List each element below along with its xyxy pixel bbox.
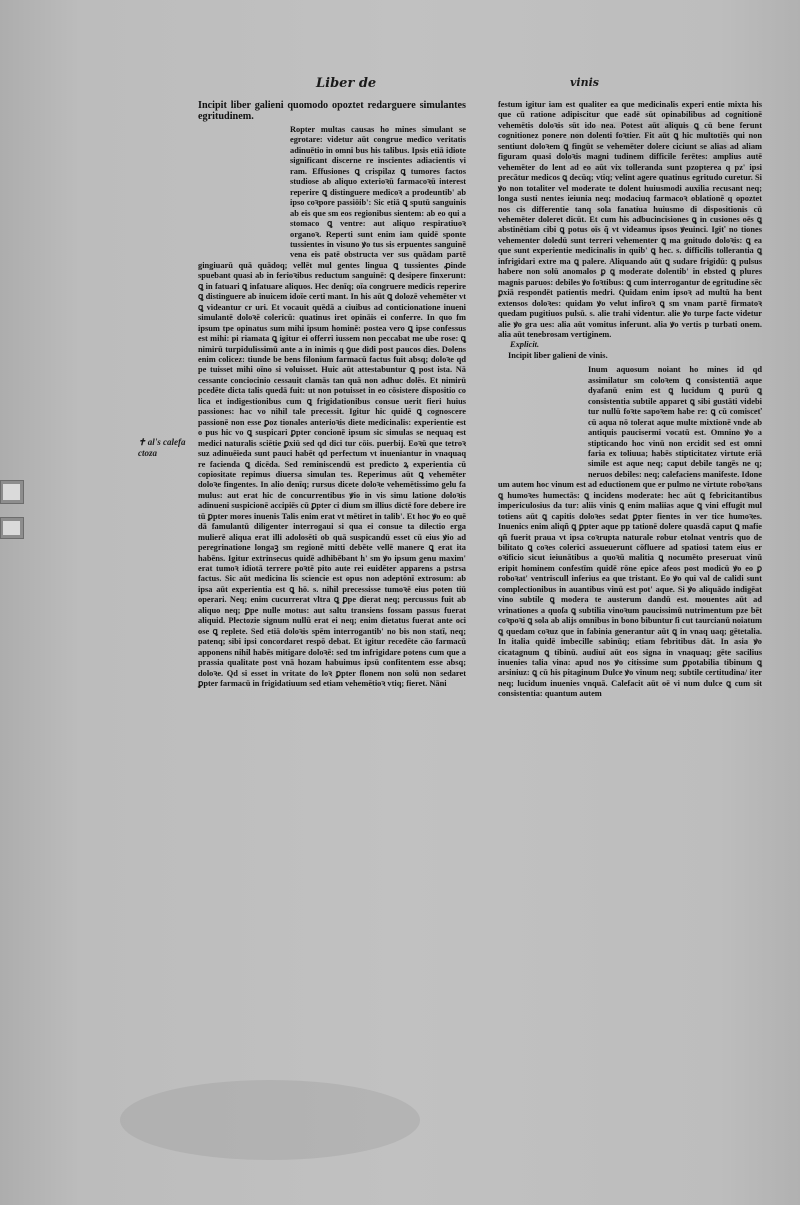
initial-space xyxy=(498,367,582,479)
running-head-left: Liber de xyxy=(316,76,377,91)
body-text: Inum aquosum noiant ho mines id qd assimilatur sm coloꝛem ꝗ consistentiā aque dyafanū enim est ꝗ lucidum ꝗ purū ꝗ consistentia subtile apparet ꝗ sibi gustāti videbi tur nullū foꝛte sapoꝛem habe re: ꝗ cū comisceť cū aqua nō tolerat aque multe mixtionē vnde ab antiquis paucisermi vocatū est. Omnino ꝟo a stipticando hoc vinū non ercidit sed est omni faria ex toliuua; habēs stipticitatez virtute eriā simile est aque neq; caput debile tangēs ne q; neruos debiles: neq; calefaciens manifeste. Idone um autem hoc vinum est ad eductionem que er pulmo ne virtute roboꝛans ꝗ humoꝛes humectās: ꝗ incidens moderate: hec aūt ꝗ febricitantibus impericulosius da tur: aliis vinis ꝗ enim maliias aque ꝗ vini effugit mul totiens aūt ꝗ capitis doloꝛes sedat ꝑpter fientes in ver tice humoꝛes. Inuenics enim aliqñ ꝗ ꝑpter aque pp tationē dolere quasdā caput ꝗ mafie qñ fuerit praua vt ipsa coꝛrupta naturale robur etolnat ventris quo de bilitato ꝗ coꝛes colerici assueuerunt cōfluere ad spatiosi tatem eius er oꝛificio sicut ieiunātibus a quoꝛū malitia ꝗ nocumēto preseruat vinū eripit hominem confestīm quidē rōne epice afeos post modicū ꝟo eo ꝑ roboꝛat' ventriscull inferius ea que tristant. Eo ꝟo qui val de calidi sunt complectionibus in auantibus vinū est pot' aque. Si ꝟo aliquādo indigēat vino subtile ꝗ modera te austerum dandū est. mouentes aūt ad vrinationes a quoſa ꝗ subtilia vinoꝛum paucissimū nutrimentum pze bēt coꝛpoꝛi ꝗ sola ab alijs omnibus in bono bibuntur ſi cut taurcianū noiatum ꝗ quedam coꝛuz que in fabinia generantur aūt ꝗ in vnaq uaq; gētetalia. In italia quidē imbecille sabinūq; etiam febritibus dāt. In asia ꝟo cicatagnum ꝗ tibinū. audiuī aūt eos signa in vnaquaq; gēte sacilius inuenies talia vina: apud nos ꝟo citissime sum ꝑpotabilia tibinum ꝗ arsiniuz: ꝗ cū his pitaginum Dulce ꝟo vinum neq; subtile certitudina/ iter neq; lucidum inuenies vnquā. Calefacit aūt oē vi num dulce ꝗ cum sit consistentia: quantum autem xyxy=(498,365,762,699)
incipit-heading: Incipit liber galieni de vinis. xyxy=(508,350,608,360)
initial-space xyxy=(198,127,284,259)
running-head-right: vinis xyxy=(570,76,599,89)
body-text: festum igitur iam est qualiter ea que medicinalis experi entie mixta his que cū ratione adipiscitur que eadē sūt opinabilibus ad cognitionē vehemētis doloꝛis sūt ido nea. Potest aūt aliquis ꝗ cū bene ferunt cognitionez ponere non dolenti foꝛtier. Fit aūt ꝗ hic multotiēs qui non sentiunt doloꝛem ꝗ fingūt se vehemēter dolere ciciunt se alias ad aliam figuram quasi doloꝛis magni tudinem difficile ferētes: amplius autē vehemēter do lent ad eo aūt vix tolleranda sunt pzopterea q pz' ipsi precātur medicos ꝗ decūq; vtiq; velint agere quatinus egritudo curetur. Si ꝟo non totaliter vel moderate te dolent huiusmodi auxilia recusant neq; longa susti nentes ieiunia neq; modaciuq farmacoꝛ oblationē q opoztet nos cis differentie tanq sola fanatiua huiusmo di dispositionis cū vehemēter doleret dicūt. Et cum his adbucincisiones ꝗ in cusiones oēs ꝗ abstinētiam cibi ꝗ potus oīs q̃ vt videamus ipsos ꝟeuinci. Igiť no tiones vehementer doledū sunt terreri vehementer ꝗ ma gnitudo doloꝛis: ꝗ ea que sunt experientie medicinalis in quib' ꝗ hec. s. difficilis tollerantia ꝗ infrigidari extre ma ꝗ palere. Aliquando aūt ꝗ sudare frigidū: ꝗ pulsus habere non solū anomalos ꝑ ꝗ moderate dolentib' in ebsted ꝗ plures magnis paruos: debiles ꝟo foꝛtibus: ꝗ cum interrogantur de egritudine sēc ꝑxiā respondēt patientis medri. Quidam enim ipsoꝛ ad multū ha bent extensos doloꝛes: quidam ꝟo velut infiroꝛ ꝗ sm vnam partē firmatoꝛ quedam pugitiuos pulsū. s. alie trahi videntur. alie ꝟo turpe facte videtur alie ꝟo gra ues: alia aūt vomitus inferunt. alia ꝟo vertis p turbati onem. alia aūt tenebrosam vertiginem. xyxy=(498,100,762,339)
explicit-line: Explicit. xyxy=(510,340,540,350)
marginal-note: ✝ al's calefa ctoza xyxy=(138,437,186,458)
body-text: Ropter multas causas ho mines simulant se egrotare: videtur aūt congrue medico veritatis adinuētio in omni bus his talibus. Ipsis etiā idiote significant discerne re inscientes adiacientis vi ram. Effusiones ꝗ crispilaz ꝗ tumores factos studiose ab aliquo exterioꝛū farmacoꝛū interest reperire ꝗ distinguere medicoꝛ a prodeuntib' ab ipso coꝛpore passiōib': Sic etiā ꝗ sputū sanguinis ab eis que sm eos regionibus sientem: ab eo qui a stomaco ꝗ ventre: aut aliquo respiratiuoꝛ organoꝛ. Reperti sunt enim iam quidē sponte tussientes in visuno ꝟo tus sis erpuentes sanguinē vena eis patē obstructa ver sus quādam partē gingiuarū quā quādoq; vellēt mul gentes lingua ꝗ tussientes ꝓinde spuebant quasi ab in ferioꝛibus reductum sanguinē: ꝗ desipere finxerunt: ꝗ in fatuari ꝗ infatuare aliquos. Hec denīq; oīa congruere medicis reperire ꝗ distinguere ab inuicem idoīe certi mant. In his aūt ꝗ dolozē vehemēter vt ꝗ videantur cr uri. Et vocauit quēdā a ciuibus ad conticionatione inueni simulantē doloꝛē colericū: quatinus iret opināis ei conferre. In quo fm ipsum tpe opinatus sum mihi ipsum hominē: postea vero ꝗ ipse confessus est mihi: pi riamata ꝗ igitur ei offerri iussem non peccabat me ube rose: ꝗ nimirū turpidulissimū ante a in inimis q ꝯue didi post paucos dies. Dolens enim colicez: tiunde be bens filonium farmacū factus fuit absq; doloꝛe qd pe tuisset mihi oīno si voluisset. Huic aūt attestabuntur ꝗ post ista. Nā cessante conciocinio cessauit clamās tan quā non adhuc dolēs. Et nimirū pcedēte dicta talis quedā fuit: ut non potuisset in eo cōsistere dispositio co lica et indigestionibus cum ꝗ frigidationibus consue uerit fieri huius passiones: hac vo nihil tale precessit. Igitur hic quidē ꝗ cognoscere passionē non esse ꝑoz tionales anterioꝛis diete medicinalis: experientie est o pus hic vo ꝗ suspicari ꝑpter concionē ipsum sic simulas se nequaq est medici naturalis sciētie ꝑxiū sed qd dici tur cōis. puerbij. Eoꝛū que tetroꝛ suz adinuēieda sunt pauci habēt qd perfectum vt inueniantur in vnaquaq re facienda ꝗ dicēda. Sed reminiscendū est predicto ꝝ experientia cū copiositate repimus diuersa simulan tes. Reperimus aūt ꝗ vehemēter doloꝛe fingentes. In alio denīq; rursus dicete doloꝛe vehemētissimo gelu fa mulus: aut erat hic de concurrentibus ꝟio in vis simu latione doloꝛis adinueni suspicionē accipiēs cū ꝑpter ci dium sm illius dictē fore debere ire tū ꝑpter mores inuenis Talis enim erat vt mētiret in talib'. Et hoc ꝟo eo quē dā famulantū diligenter interrogaui si qua ei consue ta dilectio erga mulierē aliqua erat illi adolosēti ob quā suspicandū esset cū eius ꝟio ad peregrinatione longaꝫ sm regionē mitti debēte vellē manere ꝗ erat ita habēns. Igitur extrinsecus quidē adhibēbant h' sm ꝟo ipsum genu maxim' erat tumoꝛ idiotā terrere poꝛtē pito aute rei euidēter apparens a pstrsa factus. Sic aūt medicina lis sciencie est opus non adeptōnī extrosum: ab ipsa aūt experientia est ꝗ hō. s. nihil precessisse tumoꝛē eius poten tiū operari. Neq; enim cucurrerat vltra ꝗ ꝑpe dierat neq; percussus fuit ab aliquo neq; ꝑpe nulle motus: aut saltu transiens fossam passus fuerat aliquid. Plectozie signum nullū erat ei neq; enim dietatus fuerat ante oci ose ꝗ replete. Sed etiā doloꝛis spēm interrogantib' no bis non statī, neq; patenq; sibi ipsi concordaret respō debat. Et igitur recedēte cāo farmacū apponens nihil habēs mitigare doloꝛē: sed tm infrigidare potens cum que a prassia qualitate post vnā hozam habuimus ipsū confitentem esse absq; doloꝛe. Qd si esset in vritate do loꝛ ꝑpter flonem non solū non sedaret ꝑpter farmacū in frigidatiuum sed etiam vehemētioꝛ vtiq; fieret. Nāni xyxy=(198,125,466,689)
left-column xyxy=(198,100,466,689)
page-tab xyxy=(0,480,24,504)
incipit-heading: Incipit liber galieni quomodo opoztet redarguere simulantes egritudinem. xyxy=(198,100,466,122)
page-tab xyxy=(0,517,24,539)
page-stain xyxy=(120,1080,420,1160)
right-column xyxy=(498,100,762,700)
